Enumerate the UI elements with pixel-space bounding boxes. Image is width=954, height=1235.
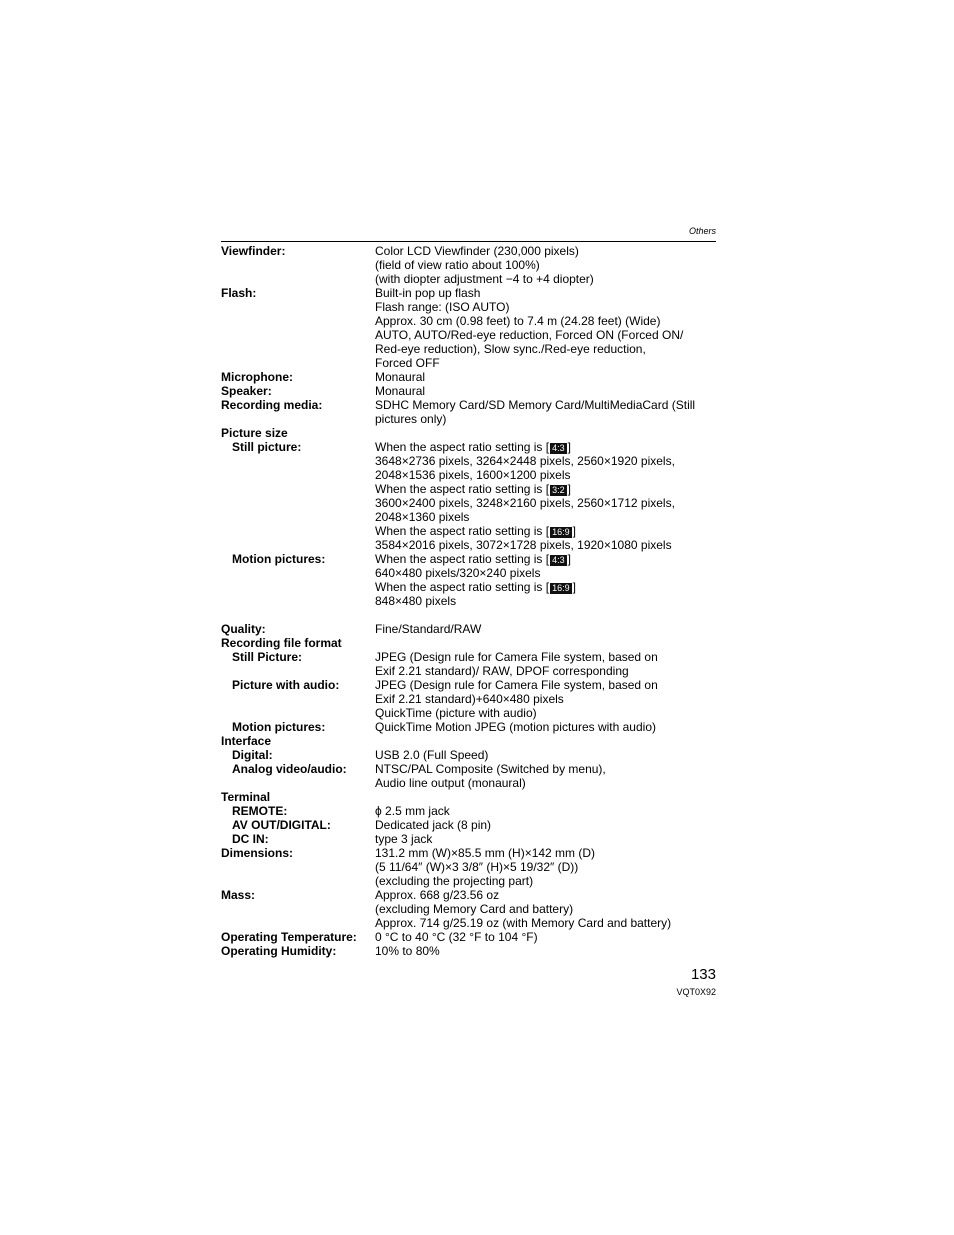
spec-operating-temperature xyxy=(221,930,716,944)
spec-value xyxy=(375,818,716,832)
value-line: Fine/Standard/RAW xyxy=(375,622,482,636)
spec-value xyxy=(375,930,716,944)
value-line: Red-eye reduction), Slow sync./Red-eye reduction, xyxy=(375,342,646,356)
spec-label: Quality: xyxy=(221,622,266,636)
spec-sublabel: Still Picture: xyxy=(232,650,303,664)
spec-sublabel: Digital: xyxy=(232,748,273,762)
spec-terminal-av-out xyxy=(221,818,716,832)
value-line: QuickTime (picture with audio) xyxy=(375,706,537,720)
value-line: 848×480 pixels xyxy=(375,594,457,608)
spec-sublabel: Picture with audio: xyxy=(232,678,340,692)
spec-recording-file-format xyxy=(221,636,716,650)
aspect-16-9-icon: 16:9 xyxy=(552,527,570,537)
spec-value xyxy=(375,846,716,888)
spec-microphone xyxy=(221,370,716,384)
value-line: Audio line output (monaural) xyxy=(375,776,526,790)
value-line: Approx. 714 g/25.19 oz (with Memory Card and battery) xyxy=(375,916,672,930)
aspect-16-9-icon: 16:9 xyxy=(552,583,570,593)
spec-table xyxy=(221,244,716,958)
value-line: (excluding Memory Card and battery) xyxy=(375,902,574,916)
spec-sublabel: DC IN: xyxy=(232,832,269,846)
spec-label: Microphone: xyxy=(221,370,293,384)
value-line: Color LCD Viewfinder (230,000 pixels) xyxy=(375,244,579,258)
spec-picture-with-audio-format xyxy=(221,678,716,720)
value-line: ϕ 2.5 mm jack xyxy=(375,804,450,818)
value-line: USB 2.0 (Full Speed) xyxy=(375,748,489,762)
spec-value xyxy=(375,440,716,552)
spec-value xyxy=(375,720,716,734)
spec-interface-digital xyxy=(221,748,716,762)
value-line: Dedicated jack (8 pin) xyxy=(375,818,492,832)
value-line: 2048×1536 pixels, 1600×1200 pixels xyxy=(375,468,571,482)
spec-interface-analog xyxy=(221,762,716,790)
spec-flash xyxy=(221,286,716,370)
value-line: (5 11/64″ (W)×3 3/8″ (H)×5 19/32″ (D)) xyxy=(375,860,579,874)
value-line: AUTO, AUTO/Red-eye reduction, Forced ON (Forced ON/ xyxy=(375,328,684,342)
spec-sublabel: REMOTE: xyxy=(232,804,288,818)
section-label: Others xyxy=(688,226,716,236)
spec-value xyxy=(375,790,716,804)
aspect-ratio-line: When the aspect ratio setting is [ 16:9 ] xyxy=(375,524,576,538)
spec-value xyxy=(375,552,716,608)
spec-sublabel: AV OUT/DIGITAL: xyxy=(232,818,331,832)
spec-label: Interface xyxy=(221,734,272,748)
spec-still-picture-format xyxy=(221,650,716,678)
spec-operating-humidity xyxy=(221,944,716,958)
value-line: QuickTime Motion JPEG (motion pictures with audio) xyxy=(375,720,656,734)
value-line: Monaural xyxy=(375,384,426,398)
value-line: (with diopter adjustment −4 to +4 diopter) xyxy=(375,272,594,286)
value-line: Approx. 668 g/23.56 oz xyxy=(375,888,500,902)
spec-label: Recording media: xyxy=(221,398,323,412)
spec-value xyxy=(375,370,716,384)
spec-value xyxy=(375,804,716,818)
spec-value xyxy=(375,678,716,720)
spec-terminal-dc-in xyxy=(221,832,716,846)
aspect-4-3-icon: 4:3 xyxy=(552,555,565,565)
spec-value xyxy=(375,762,716,790)
spec-quality xyxy=(221,622,716,636)
spec-still-picture-size xyxy=(221,440,716,552)
spec-speaker xyxy=(221,384,716,398)
value-line: JPEG (Design rule for Camera File system, based on xyxy=(375,650,658,664)
spec-value xyxy=(375,286,716,370)
aspect-4-3-icon: 4:3 xyxy=(552,443,565,453)
spec-label: Mass: xyxy=(221,888,256,902)
spec-terminal xyxy=(221,790,716,804)
value-line: 640×480 pixels/320×240 pixels xyxy=(375,566,541,580)
aspect-ratio-line: When the aspect ratio setting is [ 16:9 ] xyxy=(375,580,576,594)
spec-viewfinder xyxy=(221,244,716,286)
value-line: (excluding the projecting part) xyxy=(375,874,534,888)
spec-value xyxy=(375,734,716,748)
spec-value xyxy=(375,650,716,678)
spec-value xyxy=(375,748,716,762)
value-line: SDHC Memory Card/SD Memory Card/MultiMediaCard (Still xyxy=(375,398,696,412)
spec-label: Recording file format xyxy=(221,636,342,650)
aspect-ratio-line: When the aspect ratio setting is [ 4:3 ] xyxy=(375,440,571,454)
spec-motion-picture-format xyxy=(221,720,716,734)
spacer xyxy=(221,608,716,622)
spec-dimensions xyxy=(221,846,716,888)
spec-value xyxy=(375,944,716,958)
spec-label: Viewfinder: xyxy=(221,244,286,258)
spec-terminal-remote xyxy=(221,804,716,818)
aspect-ratio-line: When the aspect ratio setting is [ 4:3 ] xyxy=(375,552,571,566)
value-line: Built-in pop up flash xyxy=(375,286,481,300)
value-line: Monaural xyxy=(375,370,426,384)
value-line: Exif 2.21 standard)+640×480 pixels xyxy=(375,692,564,706)
aspect-3-2-icon: 3:2 xyxy=(552,485,565,495)
spec-label: Flash: xyxy=(221,286,257,300)
value-line: Forced OFF xyxy=(375,356,440,370)
spec-label: Operating Humidity: xyxy=(221,944,337,958)
value-line: NTSC/PAL Composite (Switched by menu), xyxy=(375,762,606,776)
spec-value xyxy=(375,426,716,440)
value-line: Exif 2.21 standard)/ RAW, DPOF corresponding xyxy=(375,664,629,678)
spec-label: Terminal xyxy=(221,790,271,804)
header-rule xyxy=(221,241,716,242)
value-line: 3584×2016 pixels, 3072×1728 pixels, 1920×1080 pixels xyxy=(375,538,672,552)
aspect-ratio-line: When the aspect ratio setting is [ 3:2 ] xyxy=(375,482,571,496)
spec-sublabel: Motion pictures: xyxy=(232,720,326,734)
page-number: 133 xyxy=(690,966,716,983)
spec-label: Operating Temperature: xyxy=(221,930,357,944)
model-code: VQT0X92 xyxy=(676,987,716,997)
value-line: type 3 jack xyxy=(375,832,433,846)
value-line: 2048×1360 pixels xyxy=(375,510,470,524)
value-line: 10% to 80% xyxy=(375,944,440,958)
spec-label: Dimensions: xyxy=(221,846,294,860)
spec-value xyxy=(375,636,716,650)
value-line: (field of view ratio about 100%) xyxy=(375,258,540,272)
value-line: 131.2 mm (W)×85.5 mm (H)×142 mm (D) xyxy=(375,846,596,860)
spec-label: Picture size xyxy=(221,426,288,440)
spec-value xyxy=(375,384,716,398)
value-line: JPEG (Design rule for Camera File system, based on xyxy=(375,678,658,692)
spec-motion-picture-size xyxy=(221,552,716,608)
spec-sublabel: Motion pictures: xyxy=(232,552,326,566)
value-line: 3648×2736 pixels, 3264×2448 pixels, 2560×1920 pixels, xyxy=(375,454,675,468)
value-line: Approx. 30 cm (0.98 feet) to 7.4 m (24.28 feet) (Wide) xyxy=(375,314,661,328)
value-line: Flash range: (ISO AUTO) xyxy=(375,300,510,314)
spec-value xyxy=(375,244,716,286)
spec-value xyxy=(375,832,716,846)
spec-picture-size xyxy=(221,426,716,440)
value-line: 3600×2400 pixels, 3248×2160 pixels, 2560×1712 pixels, xyxy=(375,496,675,510)
spec-label: Speaker: xyxy=(221,384,272,398)
spec-recording-media xyxy=(221,398,716,426)
spec-value xyxy=(375,888,716,930)
value-line: 0 °C to 40 °C (32 °F to 104 °F) xyxy=(375,930,538,944)
spec-value xyxy=(375,622,716,636)
spec-sublabel: Analog video/audio: xyxy=(232,762,347,776)
spec-interface xyxy=(221,734,716,748)
spec-sublabel: Still picture: xyxy=(232,440,302,454)
spec-mass xyxy=(221,888,716,930)
spec-value xyxy=(375,398,716,426)
value-line: pictures only) xyxy=(375,412,447,426)
